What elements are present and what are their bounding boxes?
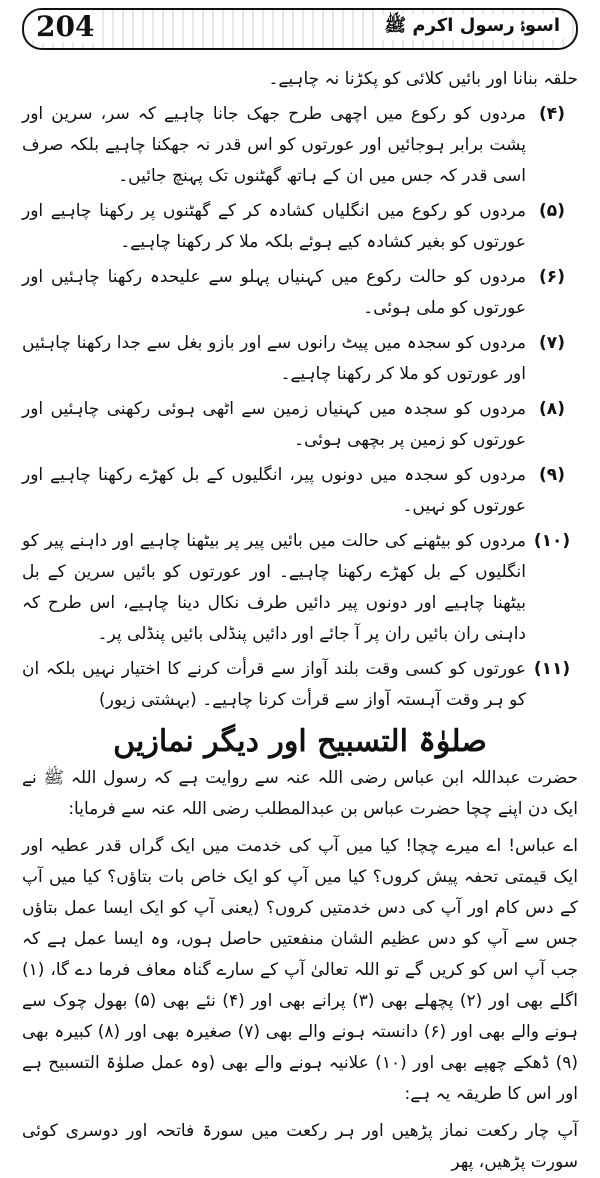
item-number: (۸)	[539, 399, 565, 419]
item-text: عورتوں کو کسی وقت بلند آواز سے قرأت کرنے کا اختیار نہیں بلکہ ان کو ہر وقت آہستہ آواز سے قرأت کرنا چاہیے۔ (بہشتی زیور)	[22, 659, 526, 710]
book-page	[0, 6, 600, 1172]
item-number: (۷)	[539, 333, 565, 353]
list-item	[22, 328, 578, 390]
page-header	[22, 6, 578, 58]
list-item	[22, 460, 578, 522]
item-text: مردوں کو حالت رکوع میں کہنیاں پہلو سے علیحدہ رکھنا چاہئیں اور عورتوں کو ملی ہوئی۔	[22, 267, 526, 318]
list-item	[22, 526, 578, 650]
item-text: مردوں کو سجدہ میں پیٹ رانوں سے اور بازو بغل سے جدا رکھنا چاہئیں اور عورتوں کو ملا کر رکھنا چاہیے۔	[22, 333, 526, 384]
paragraph: اے عباس! اے میرے چچا! کیا میں آپ کی خدمت میں ایک گراں قدر عطیہ اور ایک قیمتی تحفہ پیش کروں؟ کیا میں آپ کو ایک خاص بات بتاؤں؟ کیا میں آپ کے دس کام اور آپ کی دس خدمتیں کروں؟ (یعنی آپ کو ایک ایسا عمل بتاؤں جس سے آپ کو دس عظیم الشان منفعتیں حاصل ہوں، وہ ایسا عمل ہے کہ جب آپ اس کو کریں گے تو اللہ تعالیٰ آپ کے سارے گناہ معاف فرما دے گا، (۱) اگلے بھی اور (۲) پچھلے بھی (۳) پرانے بھی اور (۴) نئے بھی (۵) بھول چوک سے ہونے والے بھی اور (۶) دانستہ ہونے والے بھی (۷) صغیرہ بھی اور (۸) کبیرہ بھی (۹) ڈھکے چھپے بھی اور (۱۰) علانیہ ہونے والے بھی (وہ عمل صلوٰۃ التسبیح ہے اور اس کا طریقہ یہ ہے:	[22, 836, 579, 1104]
list-item	[22, 654, 578, 716]
item-number: (۹)	[539, 465, 565, 485]
item-number: (۵)	[539, 201, 565, 221]
item-text: مردوں کو سجدہ میں دونوں پیر، انگلیوں کے بل کھڑے رکھنا چاہیے اور عورتوں کو نہیں۔	[22, 465, 526, 516]
item-text: مردوں کو رکوع میں اچھی طرح جھک جانا چاہیے کہ سر، سرین اور پشت برابر ہوجائیں اور عورتوں کو اس قدر نہ جھکنا چاہیے بلکہ صرف اسی قدر کہ جس میں ان کے ہاتھ گھٹنوں تک پہنچ جائیں۔	[22, 104, 526, 186]
page-content	[22, 64, 578, 1178]
item-number: (۴)	[539, 104, 565, 124]
section-title: صلوٰۃ التسبیح اور دیگر نمازیں	[113, 724, 487, 759]
paragraph: آپ چار رکعت نماز پڑھیں اور ہر رکعت میں سورۃ فاتحہ اور دوسری کوئی سورت پڑھیں، پھر	[22, 1121, 578, 1172]
list-item	[22, 262, 578, 324]
intro-line: حلقہ بنانا اور بائیں کلائی کو پکڑنا نہ چاہیے۔	[268, 69, 578, 89]
paragraph: حضرت عبداللہ ابن عباس رضی اللہ عنہ سے روایت ہے کہ رسول اللہ ﷺ نے ایک دن اپنے چچا حضرت عباس بن عبدالمطلب رضی اللہ عنہ سے فرمایا:	[22, 768, 578, 819]
page-number: 204	[30, 10, 100, 43]
list-item	[22, 196, 578, 258]
item-text: مردوں کو رکوع میں انگلیاں کشادہ کر کے گھٹنوں پر رکھنا چاہیے اور عورتوں کو بغیر کشادہ کیے ہوئے بلکہ ملا کر رکھنا چاہیے۔	[22, 201, 526, 252]
item-text: مردوں کو سجدہ میں کہنیاں زمین سے اٹھی ہوئی رکھنی چاہئیں اور عورتوں کو زمین پر بچھی ہوئی۔	[22, 399, 526, 450]
item-number: (۱۱)	[533, 659, 571, 679]
list-item	[22, 99, 578, 192]
book-title: اسوۂ رسول اکرم ﷺ	[376, 14, 568, 40]
item-number: (۱۰)	[533, 531, 571, 551]
list-item	[22, 394, 578, 456]
item-text: مردوں کو بیٹھنے کی حالت میں بائیں پیر پر بیٹھنا چاہیے اور داہنے پیر کو انگلیوں کے بل کھڑے رکھنا چاہیے۔ اور عورتوں کو بائیں سرین کے بل بیٹھنا چاہیے اور دونوں پیر دائیں طرف نکال دینا چاہیے، اس طرح کہ داہنی ران بائیں ران پر آ جائے اور دائیں پنڈلی بائیں پنڈلی پر۔	[22, 531, 526, 644]
item-number: (۶)	[539, 267, 565, 287]
